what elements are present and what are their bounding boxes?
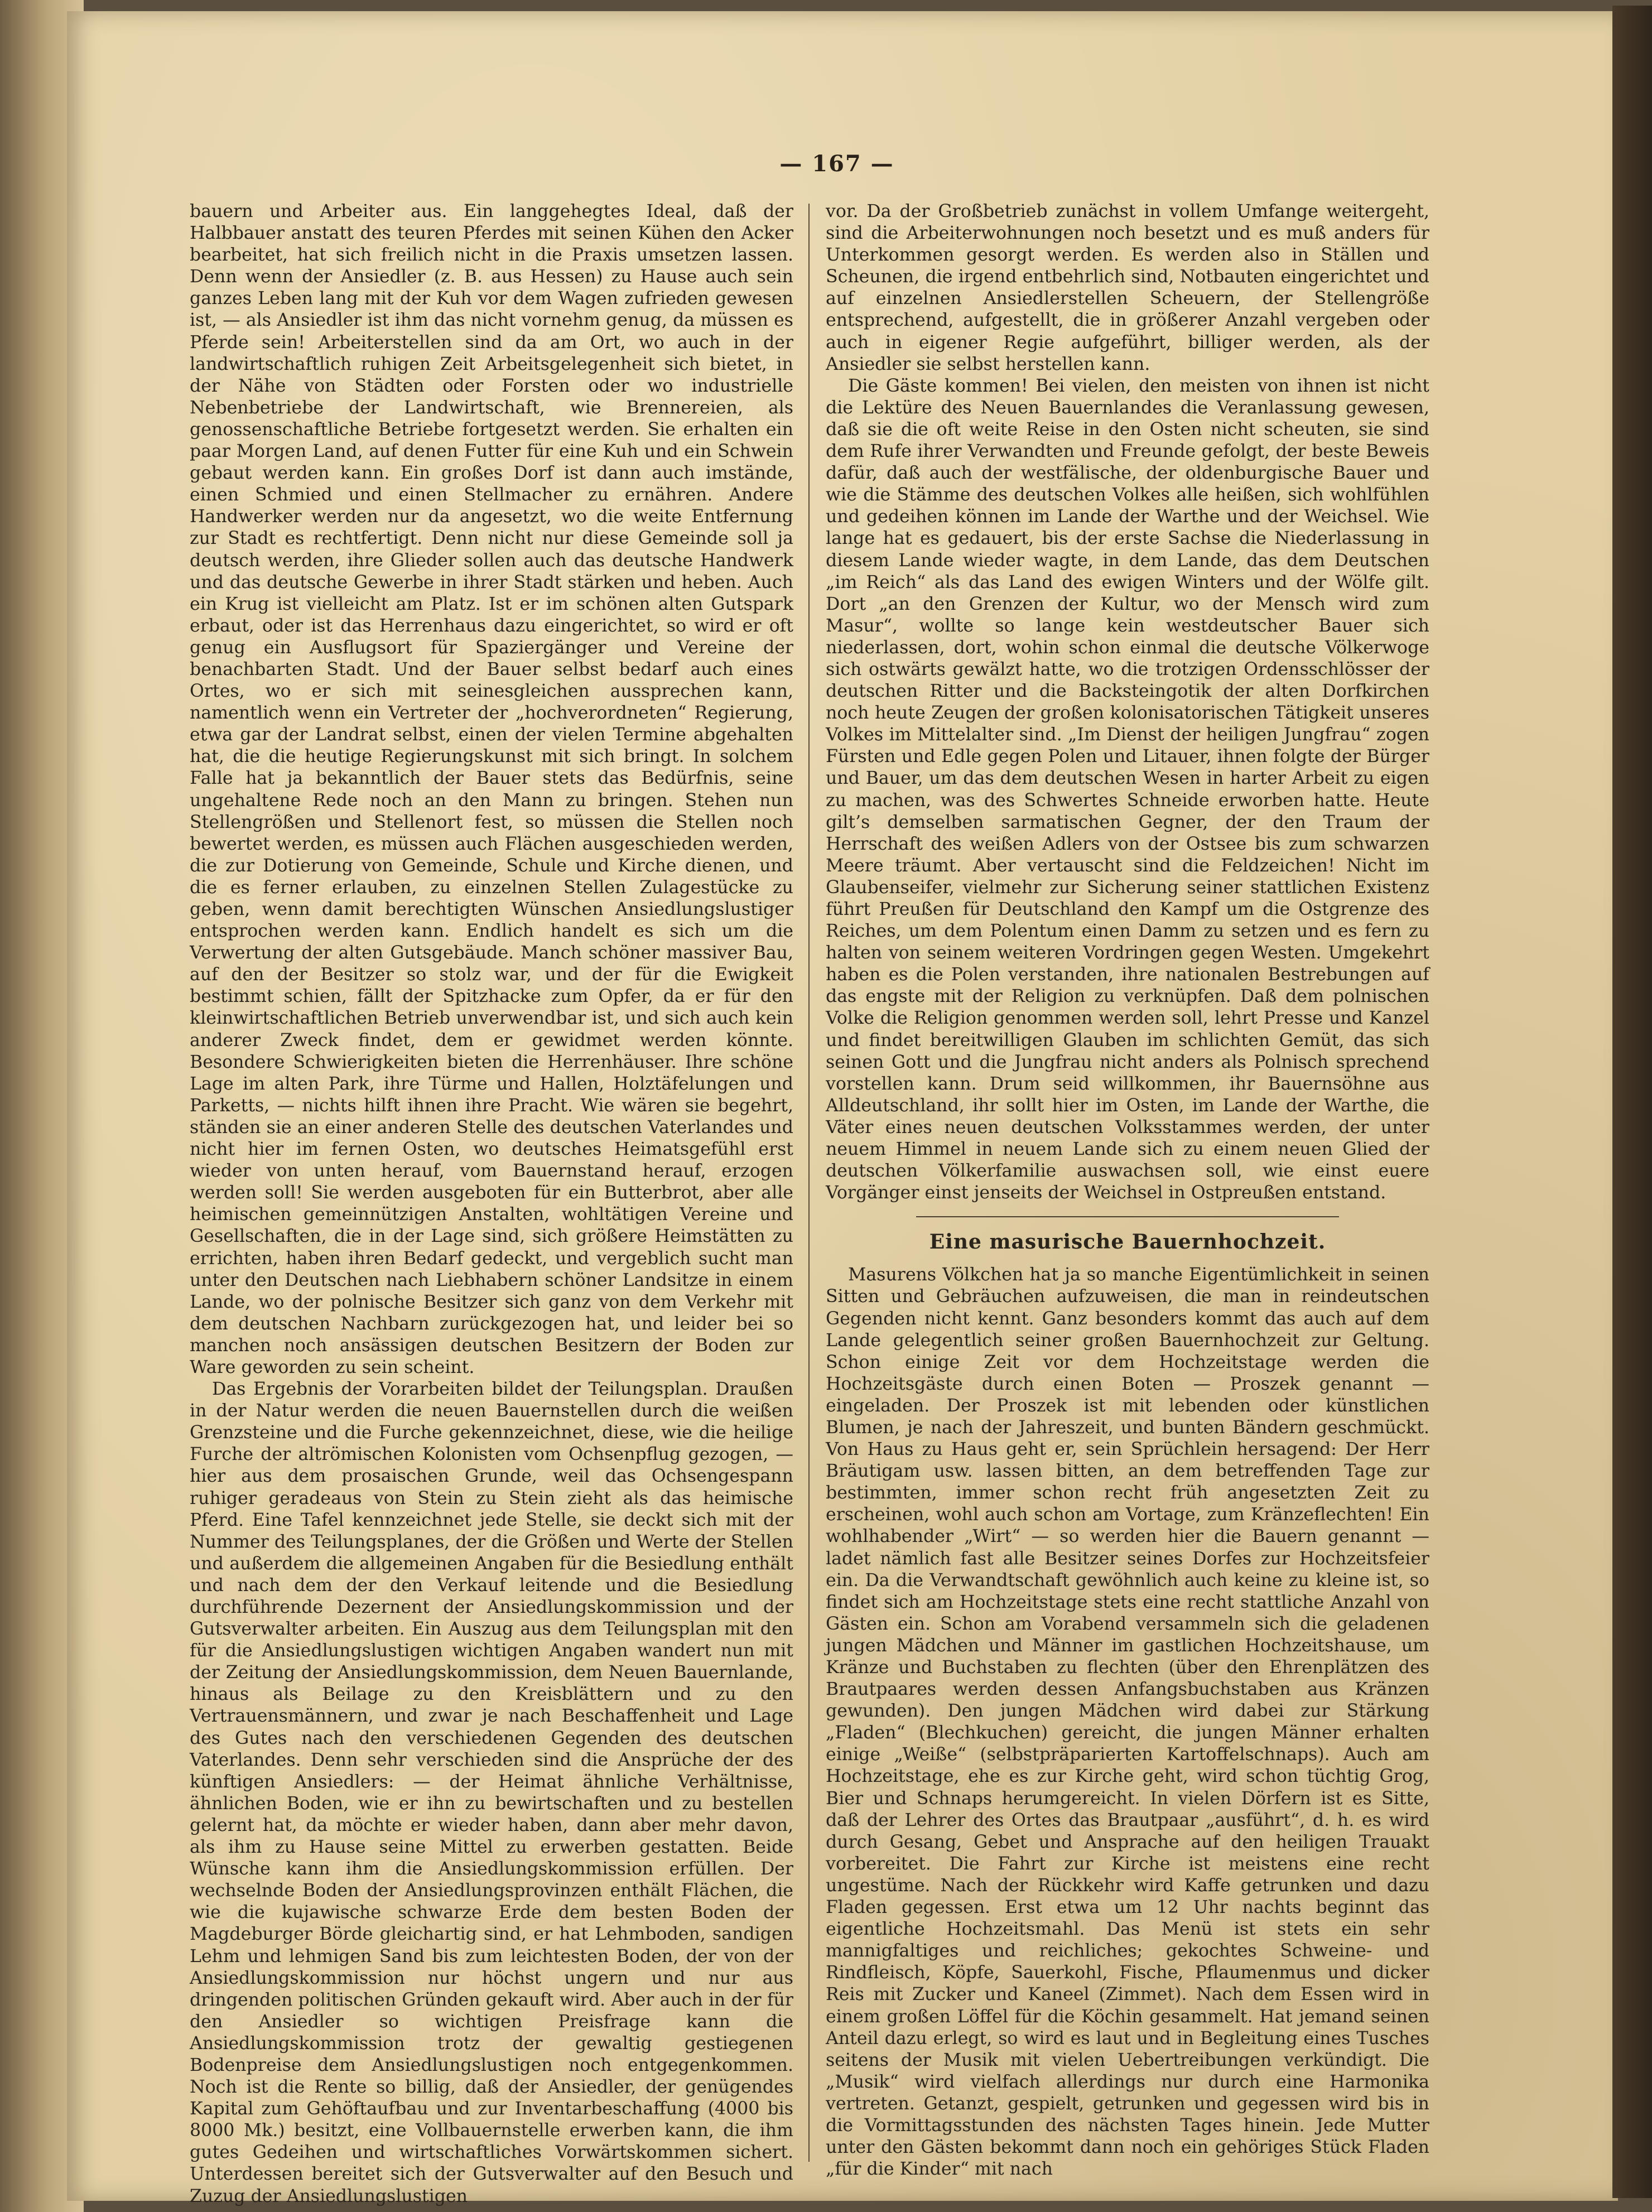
right-paragraph-2: Die Gäste kommen! Bei vielen, den meisten von ihnen ist nicht die Lektüre des Neuen Bauernlandes die Veranlassung gewesen, daß sie die oft weite Reise in den Osten nicht scheuten, sie sind dem Rufe ihrer Verwandten und Freunde gefolgt, der beste Beweis dafür, daß auch der westfälische, der oldenburgische Bauer und wie die Stämme des deutschen Volkes alle heißen, sich wohlfühlen und gedeihen können im Lande der Warthe und der Weichsel. Wie lange hat es gedauert, bis der erste Sachse die Niederlassung in diesem Lande wieder wagte, in dem Lande, das dem Deutschen „im Reich“ als das Land des ewigen Winters und der Wölfe gilt. Dort „an den Grenzen der Kultur, wo der Mensch wird zum Masur“, wollte so lange kein westdeutscher Bauer sich niederlassen, dort, wohin schon einmal die deutsche Völkerwoge sich ostwärts gewälzt hatte, wo die trotzigen Ordensschlösser der deutschen Ritter und die Backsteingotik der alten Dorfkirchen noch heute Zeugen der großen kolonisatorischen Tätigkeit unseres Volkes im Mittelalter sind. „Im Dienst der heiligen Jungfrau“ zogen Fürsten und Edle gegen Polen und Litauer, ihnen folgte der Bürger und Bauer, um das dem deutschen Wesen in harter Arbeit zu eigen zu machen, was des Schwertes Schneide erworben hatte. Heute gilt’s demselben sarmatischen Gegner, der den Traum der Herrschaft des weißen Adlers von der Ostsee bis zum schwarzen Meere träumt. Aber vertauscht sind die Feldzeichen! Nicht im Glaubenseifer, vielmehr zur Sicherung seiner stattlichen Existenz führt Preußen für Deutschland den Kampf um die Ostgrenze des Reiches, um dem Polentum einen Damm zu setzen und es fern zu halten von seinem weiteren Vordringen gegen Westen. Umgekehrt haben es die Polen verstanden, ihre nationalen Bestrebungen auf das engste mit der Religion zu verknüpfen. Daß dem polnischen Volke die Religion genommen werden soll, lehrt Presse und Kanzel und findet bereitwilligen Glauben im schlichten Gemüt, das sich seinen Gott und die Jungfrau nicht anders als Polnisch sprechend vorstellen kann. Drum seid willkommen, ihr Bauernsöhne aus Alldeutschland, ihr sollt hier im Osten, im Lande der Warthe, die Väter eines neuen deutschen Volksstammes werden, der unter neuem Himmel in neuem Lande sich zu einem neuen Glied der deutschen Völkerfamilie auswachsen soll, wie einst euere Vorgänger einst jenseits der Weichsel in Ostpreußen entstand. — [826, 375, 1429, 1203]
right-paragraph-3: Masurens Völkchen hat ja so manche Eigentümlichkeit in seinen Sitten und Gebräuchen aufzuweisen, die man in reindeutschen Gegenden nicht kennt. Ganz besonders kommt das auch auf dem Lande gelegentlich seiner großen Bauernhochzeit zur Geltung. Schon einige Zeit vor dem Hochzeitstage werden die Hochzeitsgäste durch einen Boten — Proszek genannt — eingeladen. Der Proszek ist mit lebenden oder künstlichen Blumen, je nach der Jahreszeit, und bunten Bändern geschmückt. Von Haus zu Haus geht er, sein Sprüchlein hersagend: Der Herr Bräutigam usw. lassen bitten, an dem betreffenden Tage zur bestimmten, immer schon recht früh angesetzten Zeit zu erscheinen, wohl auch schon am Vortage, zum Kränzeflechten! Ein wohlhabender „Wirt“ — so werden hier die Bauern genannt — ladet nämlich fast alle Besitzer seines Dorfes zur Hochzeitsfeier ein. Da die Verwandtschaft gewöhnlich auch keine zu kleine ist, so findet sich am Hochzeitstage stets eine recht stattliche Anzahl von Gästen ein. Schon am Vorabend versammeln sich die geladenen jungen Mädchen und Männer im gastlichen Hochzeitshause, um Kränze und Buchstaben zu flechten (über den Ehrenplätzen des Brautpaares werden dessen Anfangsbuchstaben aus Kränzen gewunden). Den jungen Mädchen wird dabei zur Stärkung „Fladen“ (Blechkuchen) gereicht, die jungen Männer erhalten einige „Weiße“ (selbstpräparierten Kartoffelschnaps). Auch am Hochzeitstage, ehe es zur Kirche geht, wird schon tüchtig Grog, Bier und Schnaps herumgereicht. In vielen Dörfern ist es Sitte, daß der Lehrer des Ortes das Brautpaar „ausführt“, d. h. es wird durch Gesang, Gebet und Ansprache auf den heiligen Trauakt vorbereitet. Die Fahrt zur Kirche ist meistens eine recht ungestüme. Nach der Rückkehr wird Kaffe getrunken und dazu Fladen gegessen. Erst etwa um 12 Uhr nachts beginnt das eigentliche Hochzeitsmahl. Das Menü ist stets ein sehr mannigfaltiges und reichliches; gekochtes Schweine- und Rindfleisch, Köpfe, Sauerkohl, Fische, Pflaumenmus und dicker Reis mit Zucker und Kaneel (Zimmet). Nach dem Essen wird in einem großen Löffel für die Köchin gesammelt. Hat jemand seinen Anteil dazu erlegt, so wird es laut und in Begleitung eines Tusches seitens der Musik mit vielen Uebertreibungen verkündigt. Die „Musik“ wird vielfach allerdings nur durch eine Harmonika vertreten. Getanzt, gespielt, getrunken und gegessen wird bis in die Vormittagsstunden des nächsten Tages hinein. Jede Mutter unter den Gästen bekommt dann noch ein gehöriges Stück Fladen „für die Kinder“ mit nach — [826, 1265, 1429, 2180]
left-paragraph-2: Das Ergebnis der Vorarbeiten bildet der Teilungsplan. Draußen in der Natur werden die neuen Bauernstellen durch die weißen Grenzsteine und die Furche gekennzeichnet, diese, wie die heilige Furche der altrömischen Kolonisten vom Ochsenpflug gezogen, — hier aus dem prosaischen Grunde, weil das Ochsengespann ruhiger geradeaus von Stein zu Stein zieht als das heimische Pferd. Eine Tafel kennzeichnet jede Stelle, sie deckt sich mit der Nummer des Teilungsplanes, der die Größen und Werte der Stellen und außerdem die allgemeinen Angaben für die Besiedlung enthält und nach dem der den Verkauf leitende und die Besiedlung durchführende Dezernent der Ansiedlungskommission und der Gutsverwalter arbeiten. Ein Auszug aus dem Teilungsplan mit den für die Ansiedlungslustigen wichtigen Angaben wandert nun mit der Zeitung der Ansiedlungskommission, dem Neuen Bauernlande, hinaus als Beilage zu den Kreisblättern und zu den Vertrauensmännern, und zwar je nach Beschaffenheit und Lage des Gutes nach den verschiedenen Gegenden des deutschen Vaterlandes. Denn sehr verschieden sind die Ansprüche der des künftigen Ansiedlers: — der Heimat ähnliche Verhältnisse, ähnlichen Boden, wie er ihn zu bewirtschaften und zu bestellen gelernt hat, da möchte er wieder haben, dann aber mehr davon, als ihm zu Hause seine Mittel zu erwerben gestatten. Beide Wünsche kann ihm die Ansiedlungskommission erfüllen. Der wechselnde Boden der Ansiedlungsprovinzen enthält Flächen, die wie die kujawische schwarze Erde dem besten Boden der Magdeburger Börde gleichartig sind, er hat Lehmboden, sandigen Lehm und lehmigen Sand bis zum leichtesten Boden, der von der Ansiedlungskommission nur höchst ungern und nur aus dringenden politischen Gründen gekauft wird. Aber auch in der für den Ansiedler so wichtigen Preisfrage kann die Ansiedlungskommission trotz der gewaltig gestiegenen Bodenpreise dem Ansiedlungslustigen noch entgegenkommen. Noch ist die Rente so billig, daß der Ansiedler, der genügendes Kapital zum Gehöftaufbau und zur Inventarbeschaffung (4000 bis 8000 Mk.) besitzt, eine Vollbauernstelle erwerben kann, die ihm gutes Gedeihen und wirtschaftliches Vorwärtskommen sichert. Unterdessen bereitet sich der Gutsverwalter auf den Besuch und Zuzug der Ansiedlungslustigen — [190, 1379, 793, 2206]
section-separator — [916, 1216, 1338, 1217]
column-divider — [808, 204, 810, 2162]
section-title: Eine masurische Bauernhochzeit. — [929, 1230, 1326, 1254]
right-column — [826, 201, 1429, 2180]
left-column — [190, 201, 793, 2206]
right-paragraph-1: vor. Da der Großbetrieb zunächst in vollem Umfange weitergeht, sind die Arbeiterwohnungen noch besetzt und es muß anders für Unterkommen gesorgt werden. Es werden also in Ställen und Scheunen, die irgend entbehrlich sind, Notbauten eingerichtet und auf einzelnen Ansiedlerstellen Scheuern, der Stellengröße entsprechend, aufgestellt, die in größerer Anzahl vergeben oder auch in eigener Regie aufgeführt, billiger werden, als der Ansiedler sie selbst herstellen kann. — [826, 201, 1429, 374]
page-number: — 167 — — [779, 151, 894, 177]
left-paragraph-1: bauern und Arbeiter aus. Ein langgehegtes Ideal, daß der Halbbauer anstatt des teuren Pferdes mit seinen Kühen den Acker bearbeitet, hat sich freilich nicht in die Praxis umsetzen lassen. Denn wenn der Ansiedler (z. B. aus Hessen) zu Hause auch sein ganzes Leben lang mit der Kuh vor dem Wagen zufrieden gewesen ist, — als Ansiedler ist ihm das nicht vornehm genug, da müssen es Pferde sein! Arbeiterstellen sind da am Ort, wo auch in der landwirtschaftlich ruhigen Zeit Arbeitsgelegenheit sich bietet, in der Nähe von Städten oder Forsten oder wo industrielle Nebenbetriebe der Landwirtschaft, wie Brennereien, als genossenschaftliche Betriebe fortgesetzt werden. Sie erhalten ein paar Morgen Land, auf denen Futter für eine Kuh und ein Schwein gebaut werden kann. Ein großes Dorf ist dann auch imstände, einen Schmied und einen Stellmacher zu ernähren. Andere Handwerker werden nur da angesetzt, wo die weite Entfernung zur Stadt es rechtfertigt. Denn nicht nur diese Gemeinde soll ja deutsch werden, ihre Glieder sollen auch das deutsche Handwerk und das deutsche Gewerbe in ihrer Stadt stärken und heben. Auch ein Krug ist vielleicht am Platz. Ist er im schönen alten Gutspark erbaut, oder ist das Herrenhaus dazu eingerichtet, so wird er oft genug ein Ausflugsort für Spaziergänger und Vereine der benachbarten Stadt. Und der Bauer selbst bedarf auch eines Ortes, wo er sich mit seinesgleichen aussprechen kann, namentlich wenn ein Vertreter der „hochverordneten“ Regierung, etwa gar der Landrat selbst, einen der vielen Termine abgehalten hat, die die heutige Regierungskunst mit sich bringt. In solchem Falle hat ja bekanntlich der Bauer stets das Bedürfnis, seine ungehaltene Rede noch an den Mann zu bringen. Stehen nun Stellengrößen und Stellenort fest, so müssen die Stellen noch bewertet werden, es müssen auch Flächen ausgeschieden werden, die zur Dotierung von Gemeinde, Schule und Kirche dienen, und die es ferner erlauben, zu einzelnen Stellen Zulagestücke zu geben, wenn damit berechtigten Wünschen Ansiedlungslustiger entsprochen werden kann. Endlich handelt es sich um die Verwertung der alten Gutsgebäude. Manch schöner massiver Bau, auf den der Besitzer so stolz war, und der für die Ewigkeit bestimmt schien, fällt der Spitzhacke zum Opfer, da er für den kleinwirtschaftlichen Betrieb unverwendbar ist, und sich auch kein anderer Zweck findet, dem er gewidmet werden könnte. Besondere Schwierigkeiten bieten die Herrenhäuser. Ihre schöne Lage im alten Park, ihre Türme und Hallen, Holztäfelungen und Parketts, — nichts hilft ihnen ihre Pracht. Wie wären sie begehrt, ständen sie an einer anderen Stelle des deutschen Vaterlandes und nicht hier im fernen Osten, wo deutsches Heimatsgefühl erst wieder von unten herauf, vom Bauernstand herauf, erzogen werden soll! Sie werden ausgeboten für ein Butterbrot, aber alle heimischen gemeinnützigen Anstalten, wohltätigen Vereine und Gesellschaften, die in der Lage sind, sich größere Heimstätten zu errichten, haben ihren Bedarf gedeckt, und vergeblich sucht man unter den Deutschen nach Liebhabern schöner Landsitze in einem Lande, wo der polnische Besitzer sich ganz von dem Verkehr mit dem deutschen Nachbarn zurückgezogen hat, und leider bei so manchen noch ansässigen deutschen Besitzern der Boden zur Ware geworden zu sein scheint. — [190, 201, 793, 1377]
book-edge — [1612, 6, 1652, 2198]
